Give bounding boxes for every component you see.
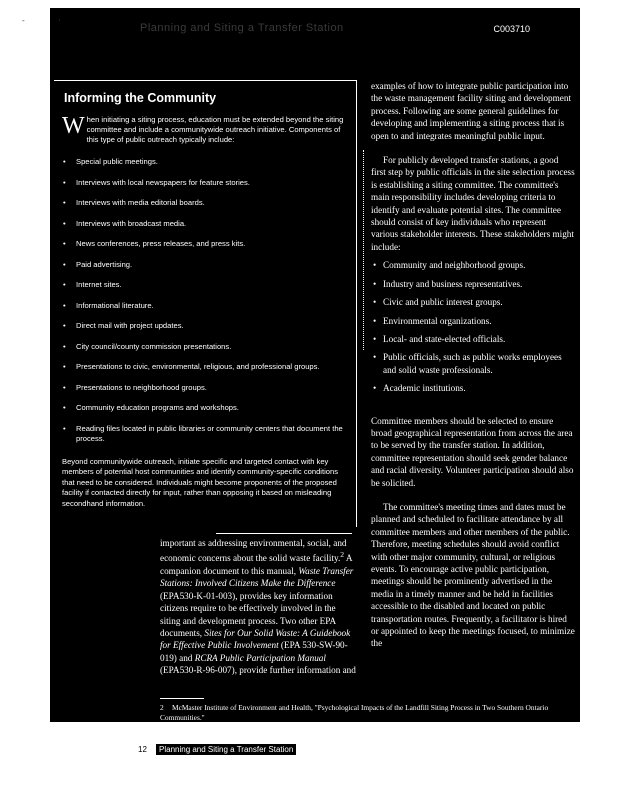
document-id: C003710 — [493, 24, 530, 34]
drop-cap: W — [62, 113, 85, 139]
document-title: Waste Transfer Stations: Involved Citizens Make the Difference — [160, 565, 354, 589]
paragraph — [160, 537, 358, 677]
list-item: • Environmental organizations. — [371, 315, 575, 327]
sidebar-divider — [216, 533, 352, 534]
list-item: • Industry and business representatives. — [371, 278, 575, 290]
scan-mark: - — [22, 16, 25, 25]
list-item: • Reading files located in public libraries or community centers that document the process. — [62, 424, 348, 444]
list-item: • News conferences, press releases, and press kits. — [62, 239, 348, 249]
list-item: • Local- and state-elected officials. — [371, 333, 575, 345]
stakeholder-list — [371, 259, 575, 394]
list-item: • Interviews with broadcast media. — [62, 219, 348, 229]
list-item: • Direct mail with project updates. — [62, 321, 348, 331]
footer-title: Planning and Siting a Transfer Station — [156, 744, 296, 755]
list-item: • Presentations to neighborhood groups. — [62, 383, 348, 393]
list-item: • Interviews with local newspapers for feature stories. — [62, 178, 348, 188]
list-item: • Special public meetings. — [62, 157, 348, 167]
sidebar-intro — [62, 115, 344, 146]
list-item: • City council/county commission presentations. — [62, 342, 348, 352]
running-header: Planning and Siting a Transfer Station — [140, 22, 344, 34]
list-item: • Public officials, such as public works employees and solid waste professionals. — [371, 351, 575, 376]
right-column — [371, 80, 575, 650]
column-divider — [363, 150, 364, 350]
page-number: 12 — [138, 745, 147, 754]
text-run: important as addressing environmental, social, and economic concerns about the solid waste facility. — [160, 538, 347, 564]
text-run: (EPA 530-SW-90-019) and — [160, 640, 348, 663]
text-run: (EPA530-K-01-003), provides key information citizens require to be effectively involved in the siting and development process. Two other EPA documents, — [160, 590, 336, 638]
informing-community-sidebar — [54, 80, 357, 527]
footnote-number: 2 — [160, 703, 164, 712]
list-item: • Presentations to civic, environmental, religious, and professional groups. — [62, 362, 348, 372]
list-item: • Community education programs and workshops. — [62, 403, 348, 413]
footnote-ref: 2 — [340, 550, 345, 560]
text-run: (EPA530-R-96-007), provide further information and — [160, 665, 356, 676]
outreach-list — [62, 157, 348, 454]
footnote-divider — [160, 698, 204, 699]
sidebar-intro-text: hen initiating a siting process, education must be extended beyond the siting committee and include a communitywide outreach initiative. Components of this type of public outreach typically include: — [86, 115, 344, 145]
text-run: A companion document to this manual, — [160, 553, 353, 576]
footnote — [160, 703, 570, 722]
document-title: RCRA Public Participation Manual — [194, 652, 326, 663]
list-item: • Paid advertising. — [62, 260, 348, 270]
list-item: • Interviews with media editorial boards. — [62, 198, 348, 208]
paragraph: For publicly developed transfer stations, a good first step by public officials in the site selection process is establishing a siting committee. The committee's main responsibility includes developing criteria to identify and evaluate potential sites. The committee should consist of key individuals who represent various stakeholder interests. These stakeholders might include: — [371, 155, 575, 252]
paragraph: The committee's meeting times and dates must be planned and scheduled to facilitate attendance by all committee members and other members of the public. Therefore, meeting schedules should avoid conflict with other major community, cultural, or religious events. To encourage active public participation, meetings should be prominently advertised in the media in a timely manner and be held in facilities accessible to the disabled and located on public transportation routes. Frequently, a facilitator is hired or appointed to keep the meetings focused, to minimize the — [371, 501, 575, 649]
document-title: Sites for Our Solid Waste: A Guidebook for Effective Public Involvement — [160, 627, 351, 651]
paragraph: examples of how to integrate public participation into the waste management facility siting and development process. Following are some general guidelines for developing and implementing a siting process that is open to and integrates meaningful public input. — [371, 81, 572, 141]
list-item: • Community and neighborhood groups. — [371, 259, 575, 271]
page-footer — [138, 744, 296, 755]
left-column — [160, 537, 358, 677]
list-item: • Internet sites. — [62, 280, 348, 290]
paragraph: Committee members should be selected to ensure broad geographical representation from across the area to be served by the transfer station. In addition, committee representation should seek gender balance and racial diversity. Volunteer participation should also be solicited. — [371, 415, 574, 488]
sidebar-closing-paragraph: Beyond communitywide outreach, initiate specific and targeted contact with key members of potential host communities and identify community-specific conditions that need to be considered. Individuals might become proponents of the proposed facility if contacted directly for input, rather than opposing it based on misleading secondhand information. — [62, 457, 339, 508]
list-item: • Civic and public interest groups. — [371, 296, 575, 308]
scan-mark: · — [58, 16, 61, 25]
list-item: • Academic institutions. — [371, 382, 575, 394]
sidebar-title: Informing the Community — [64, 91, 217, 105]
list-item: • Informational literature. — [62, 301, 348, 311]
footnote-text: McMaster Institute of Environment and Health, "Psychological Impacts of the Landfill Siting Process in Two Southern Ontario Communities." — [160, 703, 549, 722]
